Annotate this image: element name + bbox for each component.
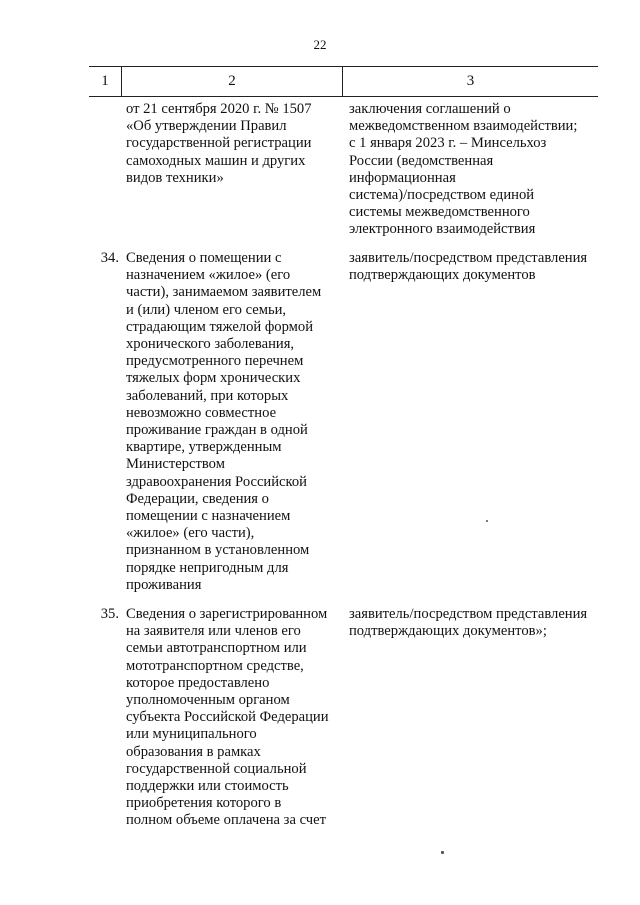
header-col-2: 2 — [228, 73, 236, 89]
header-top-rule — [89, 66, 598, 67]
row-source-cell: заявитель/посредством представления подтверждающих документов — [349, 250, 588, 284]
header-bottom-rule — [89, 96, 598, 97]
page-number: 22 — [313, 37, 327, 52]
row-source-cell: заявитель/посредством представления подтверждающих документов»; — [349, 606, 588, 640]
header-col-3: 3 — [466, 73, 475, 89]
scan-speck — [486, 520, 488, 522]
row-document-cell: Сведения о зарегистрированном на заявителя или членов его семьи автотранспортном или мототранспортном средстве, которое предоставлено уполномоченным органом субъекта Российской Федерации или муниципального образования в рамках государственной социальной поддержки или стоимость приобретения которого в полном объеме оплачена за счет — [126, 606, 329, 829]
scan-speck — [441, 851, 444, 854]
row-source-cell: заключения соглашений о межведомственном взаимодействии; с 1 января 2023 г. – Минсельхоз России (ведомственная информационная система)/посредством единой системы межведомственного электронного взаимодействия — [349, 101, 578, 238]
header-col-1: 1 — [101, 73, 109, 89]
row-document-cell: Сведения о помещении с назначением «жилое» (его части), занимаемом заявителем и (или) членом его семьи, страдающим тяжелой формой хронического заболевания, предусмотренного перечнем тяжелых форм хронических заболеваний, при которых невозможно совместное проживание граждан в одной квартире, утвержденным Министерством здравоохранения Российской Федерации, сведения о помещении с назначением «жилое» (его части), признанном в установленном порядке непригодным для проживания — [126, 250, 322, 593]
row-number: 34. — [100, 250, 119, 266]
table-header — [89, 66, 598, 97]
row-number: 35. — [100, 606, 119, 622]
row-document-cell: от 21 сентября 2020 г. № 1507 «Об утверждении Правил государственной регистрации самоходных машин и других видов техники» — [126, 101, 312, 186]
